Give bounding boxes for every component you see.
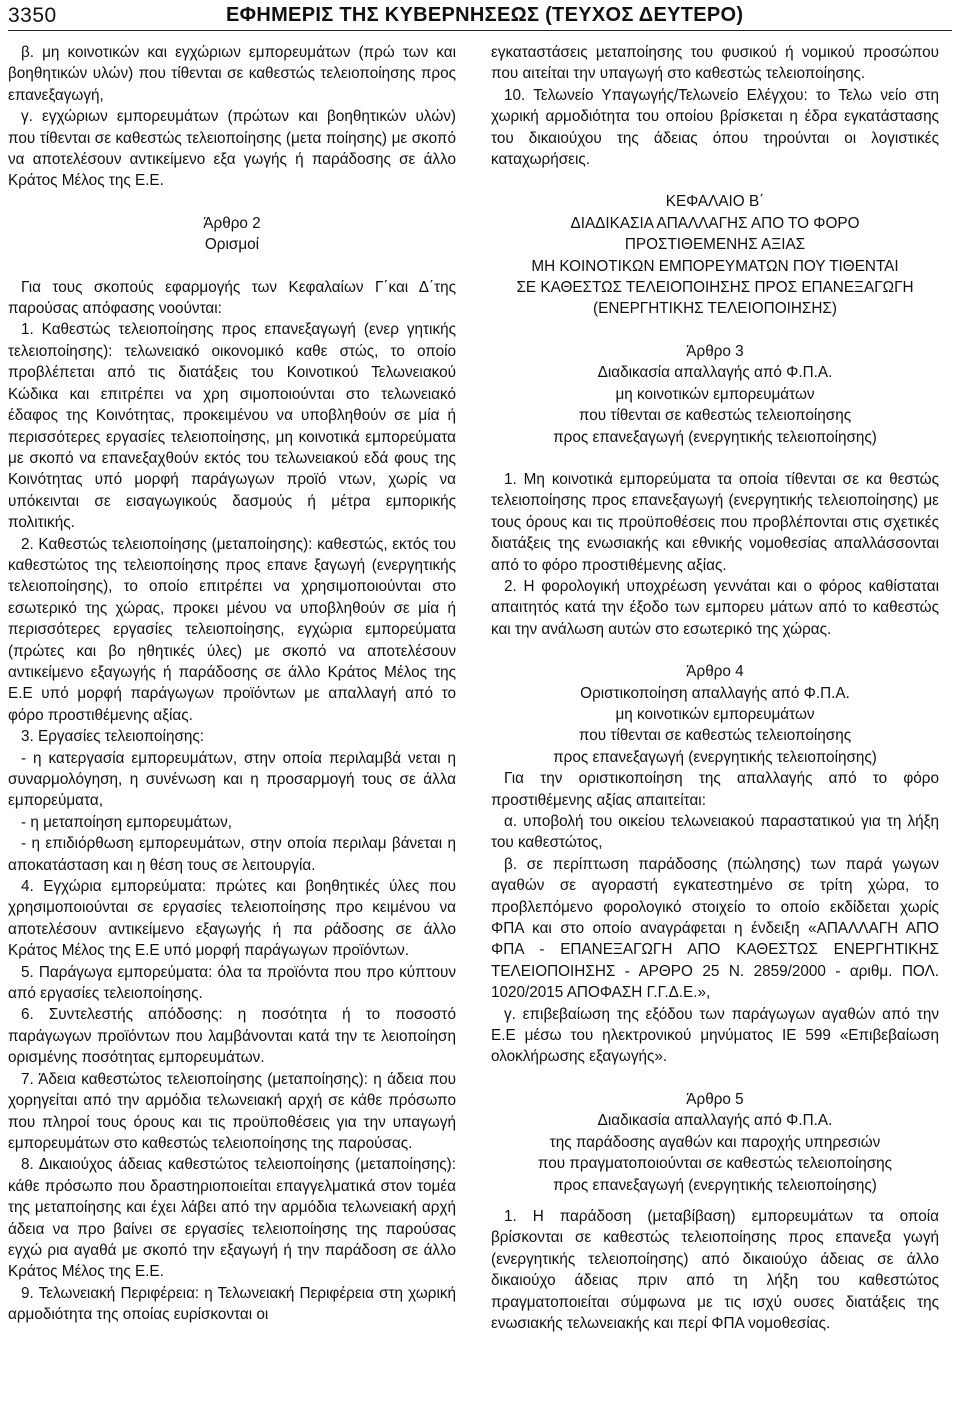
spacer <box>491 640 939 661</box>
gazette-title: ΕΦΗΜΕΡΙΣ ΤΗΣ ΚΥΒΕΡΝΗΣΕΩΣ (ΤΕΥΧΟΣ ΔΕΥΤΕΡΟ) <box>226 4 744 26</box>
spacer <box>491 170 939 191</box>
spacer <box>491 1068 939 1089</box>
article-subtitle: προς επανεξαγωγή (ενεργητικής τελειοποίησης) <box>553 1176 877 1194</box>
article-subtitle: Διαδικασία απαλλαγής από Φ.Π.Α. <box>597 1112 833 1130</box>
chapter-heading-line: ΣΕ ΚΑΘΕΣΤΩΣ ΤΕΛΕΙΟΠΟΙΗΣΗΣ ΠΡΟΣ ΕΠΑΝΕΞΑΓΩΓΗ <box>516 279 914 297</box>
article-subtitle: μη κοινοτικών εμπορευμάτων <box>615 705 815 723</box>
definition-item: 3. Εργασίες τελειοποίησης: <box>21 728 205 746</box>
article-subtitle: Οριστικοποίηση απαλλαγής από Φ.Π.Α. <box>580 684 850 702</box>
list-item: - η κατεργασία εμπορευμάτων, στην οποία περιλαμβά νεται η συναρμολόγηση, η συνένωση και η προσαρμογή τους σε άλλα εμπορεύματα, <box>8 749 456 810</box>
list-item: - η μεταποίηση εμπορευμάτων, <box>21 813 233 831</box>
page-number: 3350 <box>8 4 57 27</box>
article-subtitle: που τίθενται σε καθεστώς τελειοποίησης <box>578 407 852 425</box>
spacer <box>491 448 939 469</box>
spacer <box>8 256 456 277</box>
paragraph: εγκαταστάσεις μεταποίησης του φυσικού ή νομικού προσώπου που αιτείται την υπαγωγή στο καθεστώς τελειοποίησης. <box>491 44 939 83</box>
article-title: Άρθρο 3 <box>686 342 744 360</box>
definition-item: 2. Καθεστώς τελειοποίησης (μεταποίησης): καθεστώς, εκτός του καθεστώτος της τελειοποίησης προς επανε ξαγωγή (ενεργητικής τελειοποίησης), το οποίο επιτρέπει να χρησιμοποιούνται στο εσωτερικό της χώρας, προκει μένου να υποβληθούν σε μία ή περισσότερες εργασίες τελειοποίησης, εγχώρια εμπορεύματα (πρώτες και βο ηθητικές ύλες) με σκοπό να αποτελέσουν αντικείμενο εξαγωγής ή παράδοσης σε άλλο Κράτος Μέλος της Ε.Ε υπό μορφή παράγωγων προϊόντων με απαλλαγή από το φόρο προστιθέμενης αξίας. <box>8 535 456 724</box>
paragraph: Για τους σκοπούς εφαρμογής των Κεφαλαίων Γ΄και Δ΄της παρούσας απόφασης νοούνται: <box>8 278 456 318</box>
chapter-heading-line: ΠΡΟΣΤΙΘΕΜΕΝΗΣ ΑΞΙΑΣ <box>624 236 806 254</box>
chapter-heading-line: (ΕΝΕΡΓΗΤΙΚΗΣ ΤΕΛΕΙΟΠΟΙΗΣΗΣ) <box>593 300 837 318</box>
article-subtitle: της παράδοσης αγαθών και παροχής υπηρεσιών <box>549 1133 881 1151</box>
spacer <box>8 192 456 213</box>
article-subtitle: προς επανεξαγωγή (ενεργητικής τελειοποίησης) <box>553 428 877 446</box>
definition-item: 4. Εγχώρια εμπορεύματα: πρώτες και βοηθητικές ύλες που χρησιμοποιούνται σε εργασίες τελειοποίησης προ κειμένου να αποτελέσουν αντικείμενο εξαγωγής ή πα ράδοσης σε άλλο Κράτος Μέλος της Ε.Ε υπό μορφή παράγωγων προϊόντων. <box>8 878 456 960</box>
definition-item: 5. Παράγωγα εμπορεύματα: όλα τα προϊόντα που προ κύπτουν από εργασίες τελειοποίησης. <box>8 963 456 1003</box>
list-item: α. υποβολή του οικείου τελωνειακού παραστατικού για τη λήξη του καθεστώτος, <box>491 813 939 852</box>
article-title: Άρθρο 5 <box>686 1090 744 1108</box>
right-column <box>491 42 939 1334</box>
article-subtitle: μη κοινοτικών εμπορευμάτων <box>615 385 815 403</box>
header-rule <box>8 30 952 31</box>
left-column <box>8 42 456 1326</box>
paragraph: 1. Μη κοινοτικά εμπορεύματα τα οποία τίθενται σε κα θεστώς τελειοποίησης προς επανεξαγωγή (ενεργητικής τελειοποίησης) με τους όρους και τις προϋποθέσεις που προβλέπονται στις σχετικές διατάξεις της ενωσιακής και εθνικής νομοθεσίας απαλλάσσονται από το φόρο προστιθέμενης αξίας. <box>491 470 939 574</box>
article-subtitle: που πραγματοποιούνται σε καθεστώς τελειοποίησης <box>537 1155 893 1173</box>
definition-item: 6. Συντελεστής απόδοσης: η ποσότητα ή το ποσοστό παράγωγων προϊόντων που λαμβάνονται κατά την τε λειοποίηση ορισμένης ποσότητας εμπορευμάτων. <box>8 1006 456 1067</box>
spacer <box>491 1196 939 1206</box>
list-item: γ. επιβεβαίωση της εξόδου των παράγωγων αγαθών από την Ε.Ε μέσω του ηλεκτρονικού μηνύματος ΙΕ 599 «Επιβεβαίωση ολοκλήρωσης εξαγωγής». <box>491 1005 939 1066</box>
paragraph: 2. Η φορολογική υποχρέωση γεννάται και ο φόρος καθίσταται απαιτητός κατά την έξοδο των εμπορευ μάτων από το καθεστώς και την ανάλωση αυτών στο εσωτερικό της χώρας. <box>491 577 939 638</box>
paragraph: β. μη κοινοτικών και εγχώριων εμπορευμάτων (πρώ των και βοηθητικών υλών) που τίθενται σε καθεστώς τελειοποίησης προς επανεξαγωγή, <box>8 44 456 104</box>
chapter-heading-line: ΜΗ ΚΟΙΝΟΤΙΚΩΝ ΕΜΠΟΡΕΥΜΑΤΩΝ ΠΟΥ ΤΙΘΕΝΤΑΙ <box>531 257 899 275</box>
definition-item: 9. Τελωνειακή Περιφέρεια: η Τελωνειακή Περιφέρεια στη χωρική αρμοδιότητα της οποίας ευρίσκονται οι <box>8 1284 456 1324</box>
list-item: β. σε περίπτωση παράδοσης (πώλησης) των παρά γωγων αγαθών σε αγοραστή εγκατεστημένο σε τρίτη χώρα, το προβλεπόμενο φορολογικό στοιχείο το οποίο εκδίδεται χωρίς ΦΠΑ και στο οποίο αναγράφεται η ένδειξη «ΑΠΑΛΛΑΓΗ ΑΠΟ ΦΠΑ - ΕΠΑΝΕΞΑΓΩΓΗ ΑΠΟ ΚΑΘΕΣΤΩΣ ΕΝΕΡΓΗΤΙΚΗΣ ΤΕΛΕΙΟΠΟΙΗΣΗΣ - ΑΡΘΡΟ 25 Ν. 2859/2000 - αριθμ. ΠΟΛ. 1020/2015 ΑΠΟΦΑΣΗ Γ.Γ.Δ.Ε.», <box>491 855 939 1002</box>
article-subtitle: Διαδικασία απαλλαγής από Φ.Π.Α. <box>597 364 833 382</box>
definition-item: 10. Τελωνείο Υπαγωγής/Τελωνείο Ελέγχου: το Τελω νείο στη χωρική αρμοδιότητα του οποίου βρίσκεται η έδρα εγκατάστασης του δικαιούχου της άδειας όπου τηρούνται οι λογιστικές καταχωρήσεις. <box>491 86 939 169</box>
list-item: - η επιδιόρθωση εμπορευμάτων, στην οποία περιλαμ βάνεται η αποκατάσταση και η θέση τους σε λειτουργία. <box>8 835 456 874</box>
paragraph: Για την οριστικοποίηση της απαλλαγής από το φόρο προστιθέμενης αξίας απαιτείται: <box>491 770 939 809</box>
article-subtitle: που τίθενται σε καθεστώς τελειοποίησης <box>578 727 852 745</box>
article-title: Άρθρο 2 <box>203 214 261 232</box>
chapter-title: ΚΕΦΑΛΑΙΟ Β΄ <box>665 193 765 211</box>
paragraph: 1. Η παράδοση (μεταβίβαση) εμπορευμάτων τα οποία βρίσκονται σε καθεστώς τελειοποίησης προς επανεξα γωγή (ενεργητικής τελειοποίησης) από δικαιούχο άδειας σε άλλο δικαιούχο άδειας πριν από τη λήξη του καθεστώτος πραγματοποιείται σύμφωνα με τις ισχύ ουσες διατάξεις της ενωσιακής τελωνειακής και περί ΦΠΑ νομοθεσίας. <box>491 1207 939 1332</box>
definition-item: 1. Καθεστώς τελειοποίησης προς επανεξαγωγή (ενερ γητικής τελειοποίησης): τελωνειακό οικονομικό καθε στώς, το οποίο προβλέπεται από τις διατάξεις του Κοινοτικού Τελωνειακού Κώδικα και επιτρέπει να χρη σιμοποιούνται στο τελωνειακό έδαφος της Κοινότητας, προκειμένου να υποβληθούν σε μία ή περισσότερες εργασίες τελειοποίησης, μη κοινοτικά εμπορεύματα με σκοπό να επανεξαχθούν εκτός του τελωνειακού εδά φους της Κοινότητας υπό μορφή παράγωγων προϊό ντων, χωρίς να υπόκεινται σε εισαγωγικούς δασμούς ή μέτρα εμπορικής πολιτικής. <box>8 321 456 532</box>
paragraph: γ. εγχώριων εμπορευμάτων (πρώτων και βοηθητικών υλών) που τίθενται σε καθεστώς τελειοποίησης (μετα ποίησης) με σκοπό να αποτελέσουν αντικείμενο εξα γωγής ή παράδοσης σε άλλο Κράτος Μέλος της Ε.Ε. <box>8 108 456 190</box>
page-header <box>8 4 952 28</box>
article-subtitle: προς επανεξαγωγή (ενεργητικής τελειοποίησης) <box>553 748 877 766</box>
definition-item: 7. Άδεια καθεστώτος τελειοποίησης (μεταποίησης): η άδεια που χορηγείται από την αρμόδια τελωνειακή αρχή σε κάθε πρόσωπο που πληροί τους όρους και τις προϋποθέσεις για την υπαγωγή εμπορευμάτων στο καθεστώς τελειοποίησης της παρούσας. <box>8 1070 456 1152</box>
definition-item: 8. Δικαιούχος άδειας καθεστώτος τελειοποίησης (μεταποίησης): κάθε πρόσωπο που δραστηριοποιείται επαγγελματικά στον τομέα της μεταποίησης και έχει λάβει από την αρμόδια τελωνειακή αρχή άδεια να προ βαίνει σε εργασίες τελειοποίησης της παρούσας εγχώ ρια αγαθά με σκοπό την εξαγωγή ή την παράδοση σε άλλο Κράτος Μέλος της Ε.Ε. <box>8 1156 456 1281</box>
spacer <box>491 320 939 341</box>
article-title: Άρθρο 4 <box>686 663 744 681</box>
chapter-heading-line: ΔΙΑΔΙΚΑΣΙΑ ΑΠΑΛΛΑΓΗΣ ΑΠΟ ΤΟ ΦΟΡΟ <box>570 214 860 232</box>
article-subtitle: Ορισμοί <box>204 236 260 254</box>
